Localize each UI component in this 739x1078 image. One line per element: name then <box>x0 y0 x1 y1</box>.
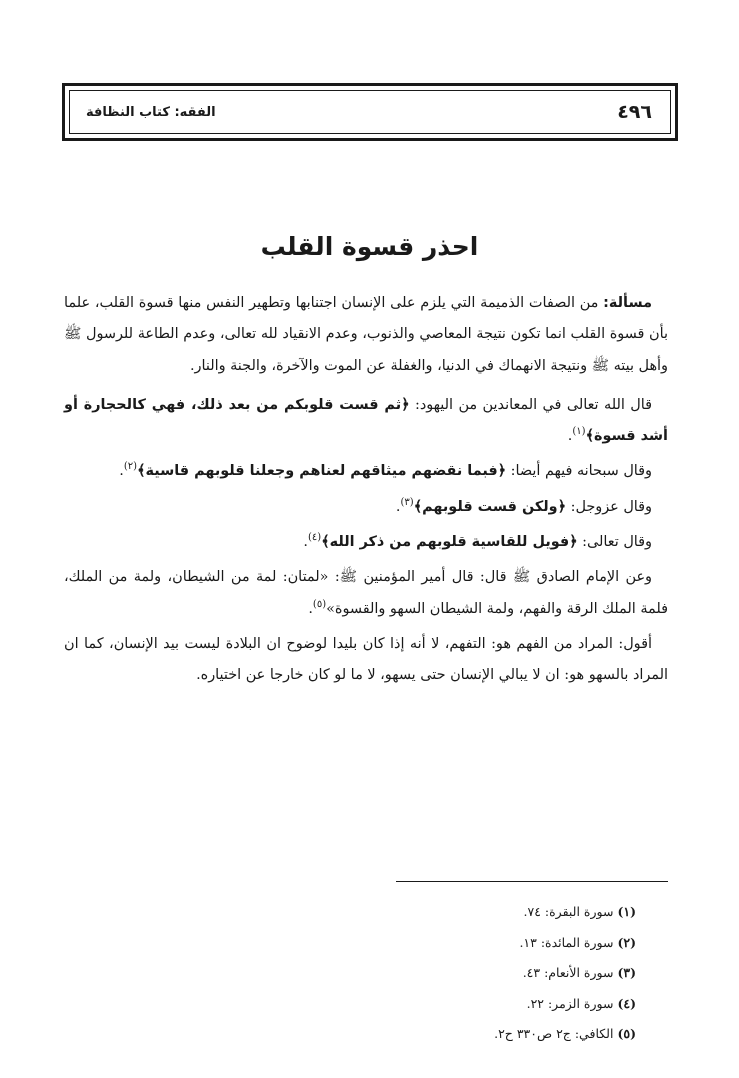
footnote-item <box>236 897 636 928</box>
paragraph-quran-4 <box>64 527 668 558</box>
footnote-text: سورة البقرة: ٧٤. <box>523 904 614 919</box>
chapter-title: احذر قسوة القلب <box>260 232 479 261</box>
footnote-text: سورة المائدة: ١٣. <box>519 934 614 950</box>
masala-label: مسألة: <box>603 295 652 311</box>
footnote-item <box>236 989 636 1020</box>
footnote-text: سورة الزمر: ٢٢. <box>526 995 614 1011</box>
footnote-item <box>236 958 636 989</box>
paragraph-masala <box>64 288 668 382</box>
paragraph-quran-2 <box>64 456 668 487</box>
paragraph-intro: وقال تعالى: <box>577 534 652 551</box>
quran-verse: ﴿ثم قست قلوبكم من بعد ذلك، فهي كالحجارة أو أشد قسوة﴾ <box>64 396 668 445</box>
footnote-ref: (١) <box>572 426 586 438</box>
paragraph-end: . <box>395 498 401 515</box>
footnote-number: (٢) <box>617 934 636 950</box>
footnote-ref: (٤) <box>308 532 322 544</box>
paragraph-commentary <box>64 629 668 692</box>
footnote-number: (٥) <box>617 1026 636 1042</box>
footnote-ref: (٢) <box>123 461 138 473</box>
paragraph-end: . <box>567 428 573 445</box>
quran-verse: ﴿ولكن قست قلوبهم﴾ <box>413 498 567 515</box>
paragraph-hadith <box>64 562 668 625</box>
footnote-text: سورة الأنعام: ٤٣. <box>522 965 614 981</box>
footnote-ref: (٥) <box>312 598 327 610</box>
page-number: ٤٩٦ <box>617 101 652 123</box>
footnotes <box>236 897 636 1050</box>
paragraph-end: . <box>303 534 308 551</box>
paragraph-text: من الصفات الذميمة التي يلزم على الإنسان اجتنابها وتطهير النفس منها قسوة القلب، علما بأن قسوة القلب انما تكون نتيجة المعاصي والذنوب، وعدم الانقياد لله تعالى، وعدم الطاعة للرسول ﷺ وأهل بيته ﷺ ونتيجة الانهماك في الدنيا، والغفلة عن الموت والآخرة، والجنة والنار. <box>64 295 668 374</box>
footnote-number: (٤) <box>617 995 636 1011</box>
footnote-ref: (٣) <box>400 496 414 508</box>
paragraph-quran-3 <box>64 492 668 523</box>
paragraph-intro: وقال سبحانه فيهم أيضا: <box>506 463 652 480</box>
running-header-inner-border <box>69 90 671 134</box>
footnote-number: (١) <box>617 904 636 919</box>
body-text <box>64 288 668 700</box>
paragraph-quran-1 <box>64 390 668 453</box>
footnote-text: الكافي: ج٢ ص٣٣٠ ح٢. <box>494 1026 614 1042</box>
footnote-divider <box>396 881 668 882</box>
footnote-item <box>236 1019 636 1050</box>
quran-verse: ﴿فبما نقضهم ميثاقهم لعناهم وجعلنا قلوبهم قاسية﴾ <box>137 463 507 480</box>
running-header-frame <box>62 83 678 141</box>
paragraph-intro: وقال عزوجل: <box>566 498 652 515</box>
paragraph-text: وعن الإمام الصادق ﷺ قال: قال أمير المؤمنين ﷺ: «لمتان: لمة من الشيطان، ولمة من الملك، فلمة الملك الرقة والفهم، ولمة الشيطان السهو والقسوة» <box>64 569 668 617</box>
footnote-number: (٣) <box>617 965 636 981</box>
running-head: الفقه: كتاب النظافة <box>86 105 216 120</box>
paragraph-text: أقول: المراد من الفهم هو: التفهم، لا أنه إذا كان بليدا لوضوح ان البلادة ليست بيد الإنسان، كما ان المراد بالسهو هو: ان لا يبالي الإنسان حتى يسهو، لا ما لو كان خارجا عن اختياره. <box>64 635 668 684</box>
paragraph-intro: قال الله تعالى في المعاندين من اليهود: <box>409 396 652 413</box>
quran-verse: ﴿فويل للقاسية قلوبهم من ذكر الله﴾ <box>321 534 578 551</box>
footnote-item <box>236 928 636 959</box>
paragraph-end: . <box>119 463 124 480</box>
paragraph-end: . <box>308 600 313 617</box>
